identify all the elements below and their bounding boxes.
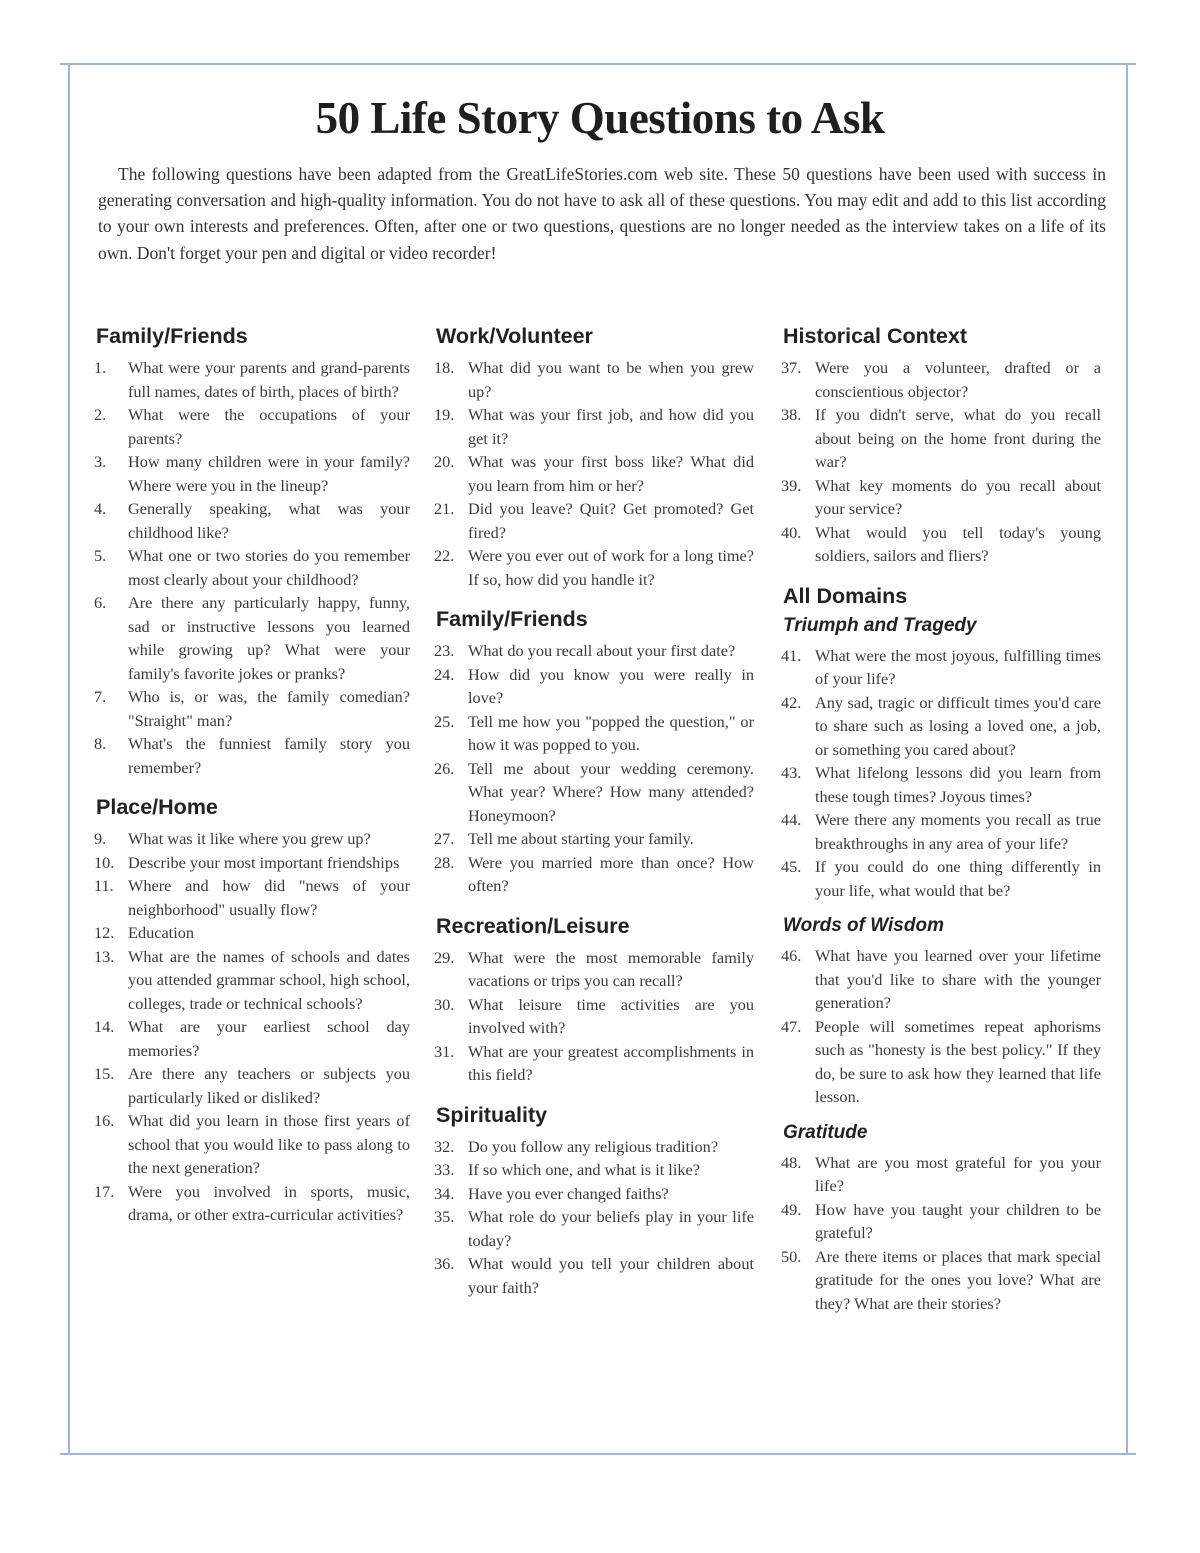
section-heading: Place/Home bbox=[96, 795, 218, 819]
question-item bbox=[94, 1062, 410, 1109]
column-2 bbox=[434, 322, 754, 1313]
question-text: Tell me about starting your family. bbox=[468, 829, 694, 848]
question-number: 12. bbox=[94, 923, 115, 942]
question-item bbox=[434, 544, 754, 591]
question-text: What did you learn in those first years of school that you would like to pass along to the next generation? bbox=[128, 1111, 410, 1177]
question-list bbox=[781, 644, 1101, 903]
question-number: 33. bbox=[434, 1160, 455, 1179]
question-text: If you didn't serve, what do you recall about being on the home front during the war? bbox=[815, 405, 1101, 471]
question-text: What were the occupations of your parents? bbox=[128, 405, 410, 448]
question-item bbox=[781, 944, 1101, 1015]
question-number: 21. bbox=[434, 499, 455, 518]
question-text: Are there any teachers or subjects you particularly liked or disliked? bbox=[128, 1064, 410, 1107]
question-number: 45. bbox=[781, 857, 802, 876]
question-text: What have you learned over your lifetime that you'd like to share with the younger generation? bbox=[815, 946, 1101, 1012]
question-item bbox=[434, 851, 754, 898]
question-number: 29. bbox=[434, 947, 455, 967]
question-number: 23. bbox=[434, 641, 455, 660]
question-number: 11. bbox=[94, 876, 114, 895]
question-text: What are your greatest accomplishments in this field? bbox=[468, 1041, 754, 1084]
section bbox=[781, 582, 1101, 1316]
question-item bbox=[434, 827, 754, 851]
question-text: Were you ever out of work for a long time? If so, how did you handle it? bbox=[468, 546, 754, 589]
subsection-heading: Gratitude bbox=[783, 1121, 868, 1143]
section-heading: All Domains bbox=[783, 583, 908, 608]
question-text: What lifelong lessons did you learn from these tough times? Joyous times? bbox=[815, 763, 1101, 806]
question-item bbox=[434, 1252, 754, 1299]
question-item bbox=[94, 1015, 410, 1062]
question-item bbox=[434, 663, 754, 710]
question-text: Did you leave? Quit? Get promoted? Get fired? bbox=[468, 499, 754, 542]
question-item bbox=[434, 1158, 754, 1182]
question-text: Any sad, tragic or difficult times you'd care to share such as losing a loved one, a job, or something you cared about? bbox=[815, 692, 1101, 759]
question-text: People will sometimes repeat aphorisms such as "honesty is the best policy." If they do, be sure to ask how they learned that life lesson. bbox=[815, 1016, 1101, 1106]
question-item bbox=[434, 710, 754, 757]
question-text: What was your first boss like? What did you learn from him or her? bbox=[468, 452, 754, 495]
question-item bbox=[434, 1205, 754, 1252]
question-item bbox=[94, 921, 410, 945]
question-item bbox=[781, 1015, 1101, 1109]
question-text: What are you most grateful for you your life? bbox=[815, 1152, 1101, 1195]
question-list bbox=[781, 1151, 1101, 1316]
question-number: 22. bbox=[434, 546, 455, 565]
question-text: What role do your beliefs play in your life today? bbox=[468, 1207, 754, 1250]
question-text: Do you follow any religious tradition? bbox=[468, 1136, 719, 1156]
question-item bbox=[94, 1180, 410, 1227]
question-number: 9. bbox=[94, 829, 107, 848]
question-number: 34. bbox=[434, 1183, 455, 1203]
question-text: What key moments do you recall about your service? bbox=[815, 475, 1101, 518]
question-number: 8. bbox=[94, 734, 107, 753]
question-number: 1. bbox=[94, 358, 107, 377]
question-list bbox=[434, 1135, 754, 1300]
question-item bbox=[434, 450, 754, 497]
question-number: 20. bbox=[434, 452, 455, 471]
question-number: 7. bbox=[94, 687, 107, 706]
question-text: Who is, or was, the family comedian? "Straight" man? bbox=[128, 687, 410, 730]
section-heading: Family/Friends bbox=[96, 324, 248, 348]
section-heading: Family/Friends bbox=[436, 607, 588, 631]
question-item bbox=[434, 993, 754, 1040]
section bbox=[434, 322, 754, 591]
question-text: If so which one, and what is it like? bbox=[468, 1160, 700, 1179]
question-number: 46. bbox=[781, 946, 802, 965]
question-number: 47. bbox=[781, 1016, 802, 1036]
question-number: 36. bbox=[434, 1254, 455, 1273]
question-item bbox=[434, 639, 754, 663]
question-item bbox=[781, 691, 1101, 762]
question-item bbox=[94, 497, 410, 544]
question-number: 37. bbox=[781, 358, 802, 377]
question-number: 14. bbox=[94, 1017, 115, 1036]
question-text: Were you married more than once? How often? bbox=[468, 852, 754, 895]
question-number: 10. bbox=[94, 852, 115, 872]
question-text: What were the most joyous, fulfilling times of your life? bbox=[815, 645, 1101, 688]
question-list bbox=[94, 356, 410, 779]
page-title: 50 Life Story Questions to Ask bbox=[315, 93, 885, 143]
question-number: 19. bbox=[434, 405, 455, 424]
section-heading: Spirituality bbox=[436, 1102, 548, 1127]
question-text: Tell me how you "popped the question," or how it was popped to you. bbox=[468, 711, 754, 754]
question-number: 39. bbox=[781, 475, 802, 495]
question-text: What were the most memorable family vacations or trips you can recall? bbox=[468, 947, 754, 990]
question-text: Were there any moments you recall as true breakthroughs in any area of your life? bbox=[815, 810, 1101, 853]
question-number: 4. bbox=[94, 499, 107, 518]
question-text: Describe your most important friendships bbox=[128, 852, 400, 872]
section bbox=[781, 322, 1101, 568]
question-number: 6. bbox=[94, 593, 107, 612]
question-number: 3. bbox=[94, 452, 107, 471]
question-text: Education bbox=[128, 923, 195, 942]
question-number: 30. bbox=[434, 994, 455, 1014]
question-number: 31. bbox=[434, 1041, 455, 1061]
column-1 bbox=[94, 322, 410, 1241]
question-text: Tell me about your wedding ceremony. What year? Where? How many attended? Honeymoon? bbox=[468, 758, 754, 825]
question-text: What were your parents and grand-parents full names, dates of birth, places of birth? bbox=[128, 358, 410, 401]
question-item bbox=[781, 808, 1101, 855]
section bbox=[94, 322, 410, 779]
question-text: What was it like where you grew up? bbox=[128, 829, 371, 848]
question-number: 41. bbox=[781, 645, 802, 665]
question-number: 16. bbox=[94, 1111, 115, 1130]
question-item bbox=[434, 403, 754, 450]
question-item bbox=[781, 855, 1101, 902]
question-item bbox=[94, 874, 410, 921]
question-number: 24. bbox=[434, 664, 455, 684]
column-3 bbox=[781, 322, 1101, 1329]
question-list bbox=[434, 639, 754, 898]
question-number: 48. bbox=[781, 1152, 802, 1172]
subsection bbox=[781, 1121, 1101, 1316]
question-number: 49. bbox=[781, 1199, 802, 1219]
question-item bbox=[94, 685, 410, 732]
question-text: What's the funniest family story you remember? bbox=[128, 734, 410, 777]
question-item bbox=[94, 544, 410, 591]
question-item bbox=[781, 474, 1101, 521]
subsection bbox=[781, 614, 1101, 903]
section bbox=[434, 912, 754, 1087]
question-item bbox=[781, 761, 1101, 808]
question-list bbox=[94, 827, 410, 1227]
frame-bottom-rule bbox=[60, 1453, 1136, 1455]
question-number: 26. bbox=[434, 758, 455, 778]
question-item bbox=[94, 851, 410, 875]
question-text: Are there items or places that mark special gratitude for the ones you love? What are they? What are their stories? bbox=[815, 1246, 1101, 1313]
question-item bbox=[94, 403, 410, 450]
section-heading: Recreation/Leisure bbox=[436, 913, 630, 938]
question-item bbox=[781, 1151, 1101, 1198]
question-text: What are the names of schools and dates you attended grammar school, high school, colleges, trade or technical schools? bbox=[128, 946, 410, 1013]
section bbox=[94, 793, 410, 1227]
question-item bbox=[781, 403, 1101, 474]
question-text: Were you involved in sports, music, drama, or other extra-curricular activities? bbox=[128, 1181, 410, 1224]
question-number: 25. bbox=[434, 711, 455, 731]
question-item bbox=[94, 945, 410, 1016]
question-item bbox=[94, 827, 410, 851]
question-list bbox=[781, 356, 1101, 568]
question-number: 27. bbox=[434, 829, 455, 848]
question-text: Were you a volunteer, drafted or a conscientious objector? bbox=[815, 358, 1101, 401]
question-list bbox=[434, 356, 754, 591]
question-text: What would you tell your children about your faith? bbox=[468, 1254, 754, 1297]
question-item bbox=[94, 591, 410, 685]
question-number: 42. bbox=[781, 692, 802, 712]
question-item bbox=[781, 644, 1101, 691]
section-heading: Historical Context bbox=[783, 324, 967, 348]
question-item bbox=[434, 1182, 754, 1206]
question-item bbox=[781, 1198, 1101, 1245]
section-heading: Work/Volunteer bbox=[436, 324, 593, 348]
question-text: What did you want to be when you grew up? bbox=[468, 358, 754, 401]
question-item bbox=[434, 497, 754, 544]
question-number: 28. bbox=[434, 852, 455, 872]
question-number: 5. bbox=[94, 546, 107, 565]
question-number: 15. bbox=[94, 1064, 115, 1083]
question-text: If you could do one thing differently in your life, what would that be? bbox=[815, 857, 1101, 900]
question-number: 40. bbox=[781, 522, 802, 542]
question-text: Have you ever changed faiths? bbox=[468, 1183, 669, 1203]
question-text: What do you recall about your first date? bbox=[468, 641, 736, 660]
question-item bbox=[434, 1135, 754, 1159]
question-text: Generally speaking, what was your childhood like? bbox=[128, 499, 410, 542]
question-number: 2. bbox=[94, 405, 107, 424]
section bbox=[434, 605, 754, 898]
question-number: 43. bbox=[781, 763, 802, 782]
question-item bbox=[94, 356, 410, 403]
question-text: Where and how did "news of your neighborhood" usually flow? bbox=[128, 876, 410, 919]
question-number: 32. bbox=[434, 1136, 455, 1156]
question-item bbox=[781, 521, 1101, 568]
question-item bbox=[434, 1040, 754, 1087]
question-text: How did you know you were really in love? bbox=[468, 664, 754, 707]
question-text: How have you taught your children to be grateful? bbox=[815, 1199, 1101, 1242]
question-item bbox=[94, 732, 410, 779]
question-item bbox=[434, 356, 754, 403]
question-item bbox=[434, 946, 754, 993]
question-text: What leisure time activities are you involved with? bbox=[468, 994, 754, 1037]
question-number: 38. bbox=[781, 405, 802, 424]
question-item bbox=[434, 757, 754, 828]
subsection-heading: Words of Wisdom bbox=[783, 915, 944, 936]
question-item bbox=[781, 356, 1101, 403]
question-text: How many children were in your family? Where were you in the lineup? bbox=[128, 452, 410, 495]
question-item bbox=[94, 450, 410, 497]
question-number: 44. bbox=[781, 810, 802, 829]
question-item bbox=[781, 1245, 1101, 1316]
subsection-heading: Triumph and Tragedy bbox=[783, 614, 977, 636]
subsection bbox=[781, 914, 1101, 1109]
question-text: What one or two stories do you remember most clearly about your childhood? bbox=[128, 546, 410, 589]
question-number: 35. bbox=[434, 1207, 455, 1226]
question-text: What would you tell today's young soldiers, sailors and fliers? bbox=[815, 522, 1101, 565]
question-number: 50. bbox=[781, 1246, 802, 1266]
question-number: 17. bbox=[94, 1181, 115, 1201]
question-text: What are your earliest school day memories? bbox=[128, 1017, 410, 1060]
question-text: Are there any particularly happy, funny, sad or instructive lessons you learned while growing up? What were your family's favorite jokes or pranks? bbox=[128, 593, 410, 683]
question-number: 18. bbox=[434, 358, 455, 377]
question-number: 13. bbox=[94, 946, 115, 966]
section bbox=[434, 1101, 754, 1300]
intro-paragraph: The following questions have been adapted from the GreatLifeStories.com web site. These 50 questions have been used with success in generating conversation and high-quality information. You do not have to ask all of these questions. You may edit and add to this list according to your own interests and preferences. Often, after one or two questions, questions are no longer needed as the interview takes on a life of its own. Don't forget your pen and digital or video recorder! bbox=[98, 164, 1106, 263]
question-list bbox=[434, 946, 754, 1087]
question-item bbox=[94, 1109, 410, 1180]
question-list bbox=[781, 944, 1101, 1109]
question-text: What was your first job, and how did you get it? bbox=[468, 405, 754, 448]
